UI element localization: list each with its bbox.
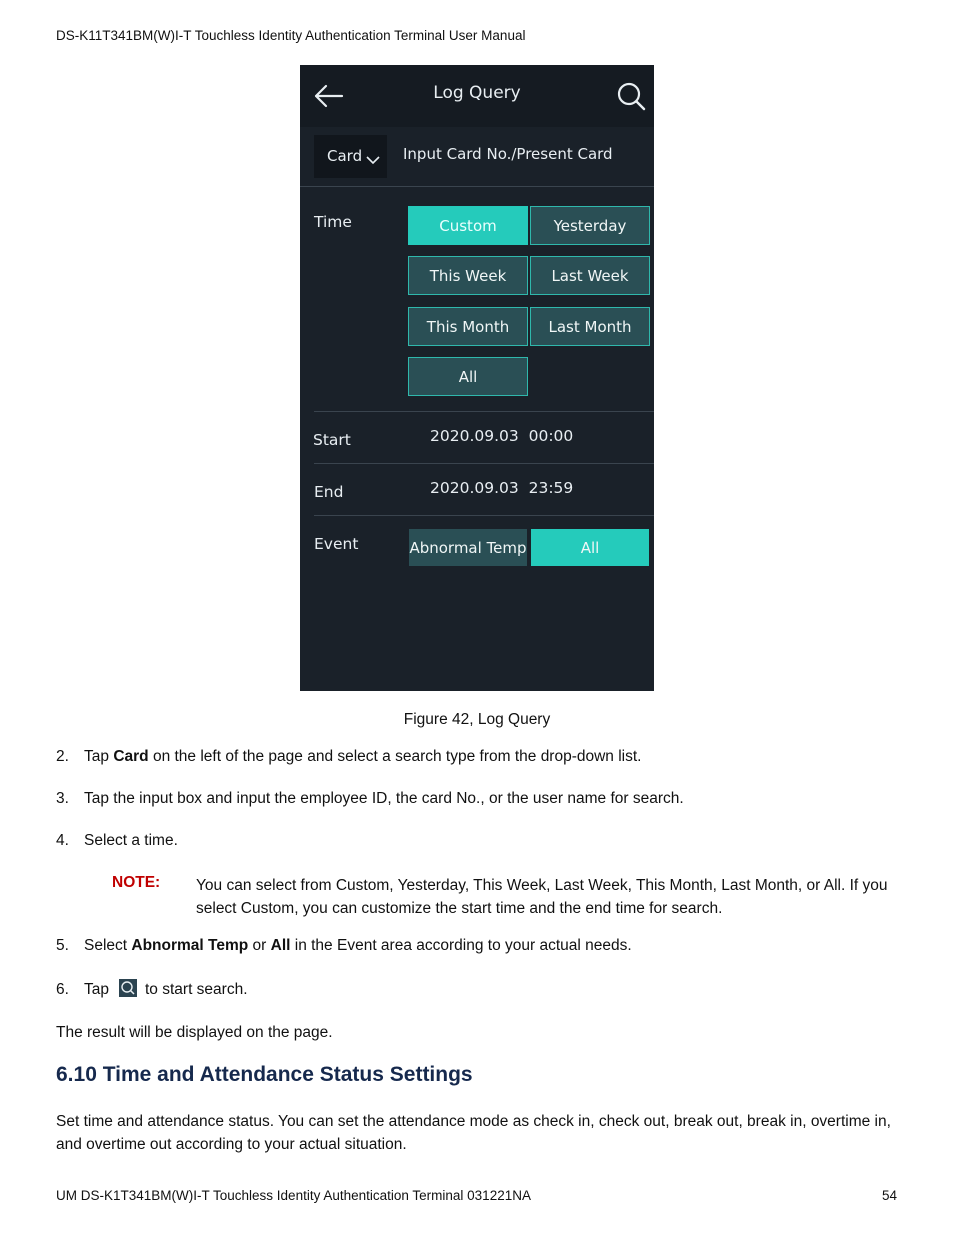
end-time-value[interactable]: 2020.09.03 23:59 [430, 479, 574, 497]
time-last-month-button[interactable]: Last Month [530, 307, 650, 346]
chevron-down-icon [366, 151, 380, 161]
search-type-label: Card [327, 147, 363, 165]
step-5: 5. Select Abnormal Temp or All in the Event area according to your actual needs. [56, 937, 632, 954]
search-type-dropdown[interactable] [314, 135, 387, 178]
step-3: 3. Tap the input box and input the employee ID, the card No., or the user name for search. [56, 790, 684, 807]
time-custom-button[interactable]: Custom [408, 206, 528, 245]
screen-title: Log Query [433, 83, 521, 103]
page-number: 54 [881, 1188, 897, 1203]
time-this-month-button[interactable]: This Month [408, 307, 528, 346]
note-label: NOTE: [112, 874, 161, 891]
note-text: You can select from Custom, Yesterday, This Week, Last Week, This Month, Last Month, or All. If you select Custom, you can customize the start time and the end time for search. [196, 877, 888, 917]
divider [314, 411, 654, 412]
time-last-week-button[interactable]: Last Week [530, 256, 650, 295]
start-label: Start [313, 431, 351, 449]
event-label: Event [314, 535, 359, 553]
time-this-week-button[interactable]: This Week [408, 256, 528, 295]
document-header: DS-K11T341BM(W)I-T Touchless Identity Authentication Terminal User Manual [56, 28, 526, 43]
search-icon [119, 979, 137, 997]
card-search-input[interactable]: Input Card No./Present Card [403, 145, 613, 163]
document-footer: UM DS-K1T341BM(W)I-T Touchless Identity Authentication Terminal 031221NA [56, 1188, 531, 1203]
step-4: 4. Select a time. [56, 832, 178, 849]
divider [314, 463, 654, 464]
search-icon[interactable] [616, 81, 646, 111]
step-6: 6. Tap to start search. [56, 981, 248, 998]
result-text: The result will be displayed on the page. [56, 1024, 333, 1041]
section-title: 6.10 Time and Attendance Status Settings [56, 1063, 473, 1086]
time-all-button[interactable]: All [408, 357, 528, 396]
end-label: End [314, 483, 344, 501]
step-2: 2. Tap Card on the left of the page and select a search type from the drop-down list. [56, 748, 642, 765]
log-query-screen [300, 65, 654, 691]
divider [314, 515, 654, 516]
time-label: Time [314, 213, 352, 231]
time-yesterday-button[interactable]: Yesterday [530, 206, 650, 245]
event-all-button[interactable]: All [531, 529, 649, 566]
event-abnormal-temp-button[interactable]: Abnormal Temp [409, 529, 527, 566]
figure-caption: Figure 42, Log Query [403, 711, 551, 728]
divider [300, 186, 654, 187]
section-body: Set time and attendance status. You can set the attendance mode as check in, check out, break out, break in, overtime in, and overtime out according to your actual situation. [56, 1113, 891, 1153]
start-time-value[interactable]: 2020.09.03 00:00 [430, 427, 574, 445]
